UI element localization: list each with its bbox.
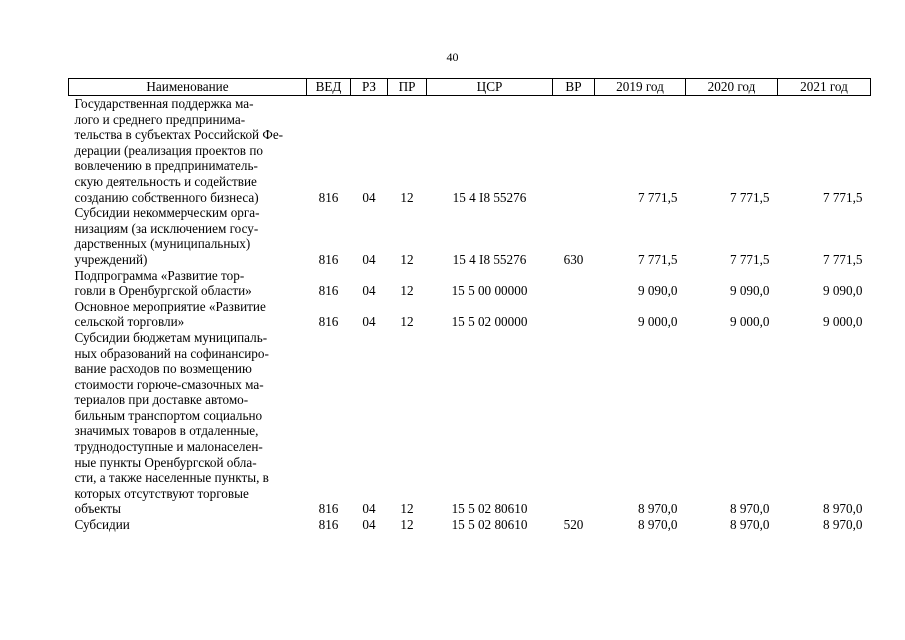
row-2020: 9 090,0 [729,283,770,299]
header-pr: ПР [388,79,427,96]
row-2020: 8 970,0 [729,517,770,533]
header-rz: РЗ [351,79,388,96]
row-2019: 9 000,0 [637,314,678,330]
row-rz: 04 [362,251,376,267]
row-vr: 630 [563,251,584,267]
row-vr [553,96,595,206]
table-row [69,268,871,299]
row-2020: 9 000,0 [729,314,770,330]
row-csr: 15 5 02 00000 [451,314,528,330]
row-vr: 520 [563,517,584,533]
header-csr: ЦСР [427,79,553,96]
row-2021: 7 771,5 [822,251,863,267]
row-vr [553,268,595,299]
row-ved: 816 [318,283,339,299]
page-number: 40 [446,50,459,64]
row-2021: 9 000,0 [822,314,863,330]
row-2019: 9 090,0 [637,283,678,299]
row-ved: 816 [318,251,339,267]
row-ved: 816 [318,314,339,330]
header-ved: ВЕД [307,79,351,96]
row-2019: 7 771,5 [637,189,678,205]
row-2020: 7 771,5 [729,251,770,267]
row-name: Государственная поддержка ма- лого и среднего предпринима- тельства в субъектах Российской Фе- дерации (реализация проектов по вовлечению в предприниматель- скую деятельность и содействие созданию собственного бизнеса) [74,96,284,205]
row-name: Основное мероприятие «Развитие сельской торговли» [74,298,266,330]
budget-table [68,78,871,533]
row-pr: 12 [400,189,414,205]
row-vr [553,299,595,330]
row-rz: 04 [362,189,376,205]
row-name: Субсидии [74,517,130,533]
row-2020: 8 970,0 [729,501,770,517]
row-2021: 7 771,5 [822,189,863,205]
table-header-row [69,79,871,96]
row-2020: 7 771,5 [729,189,770,205]
row-csr: 15 4 I8 55276 [452,189,527,205]
row-rz: 04 [362,501,376,517]
table-row [69,96,871,206]
row-pr: 12 [400,251,414,267]
header-name: Наименование [69,79,307,96]
row-vr [553,330,595,517]
row-name: Подпрограмма «Развитие тор- говли в Оренбургской области» [74,267,252,299]
row-pr: 12 [400,283,414,299]
row-2019: 8 970,0 [637,517,678,533]
row-csr: 15 5 00 00000 [451,283,528,299]
table-row [69,330,871,517]
header-vr: ВР [553,79,595,96]
table-row [69,205,871,267]
row-ved: 816 [318,517,339,533]
row-2021: 8 970,0 [822,517,863,533]
header-2021: 2021 год [778,79,871,96]
row-pr: 12 [400,517,414,533]
row-csr: 15 4 I8 55276 [452,251,527,267]
row-2021: 8 970,0 [822,501,863,517]
row-2021: 9 090,0 [822,283,863,299]
row-rz: 04 [362,314,376,330]
row-csr: 15 5 02 80610 [451,501,528,517]
row-name: Субсидии некоммерческим орга- низациям (за исключением госу- дарственных (муниципальных) учреждений) [74,205,260,267]
table-row [69,299,871,330]
row-pr: 12 [400,314,414,330]
row-ved: 816 [318,189,339,205]
row-2019: 7 771,5 [637,251,678,267]
row-name: Субсидии бюджетам муниципаль- ных образований на софинансиро- вание расходов по возмещению стоимости горюче-смазочных ма- териалов при доставке автомо- бильным транспортом социально значимых товаров в отдаленные, труднодоступные и малонаселен- ные пункты Оренбургской обла- сти, а также населенные пункты, в которых отсутствуют торговые объекты [74,329,269,517]
row-pr: 12 [400,501,414,517]
header-2020: 2020 год [686,79,778,96]
table-row [69,517,871,533]
row-rz: 04 [362,283,376,299]
row-csr: 15 5 02 80610 [451,517,528,533]
row-rz: 04 [362,517,376,533]
row-ved: 816 [318,501,339,517]
row-2019: 8 970,0 [637,501,678,517]
header-2019: 2019 год [595,79,686,96]
